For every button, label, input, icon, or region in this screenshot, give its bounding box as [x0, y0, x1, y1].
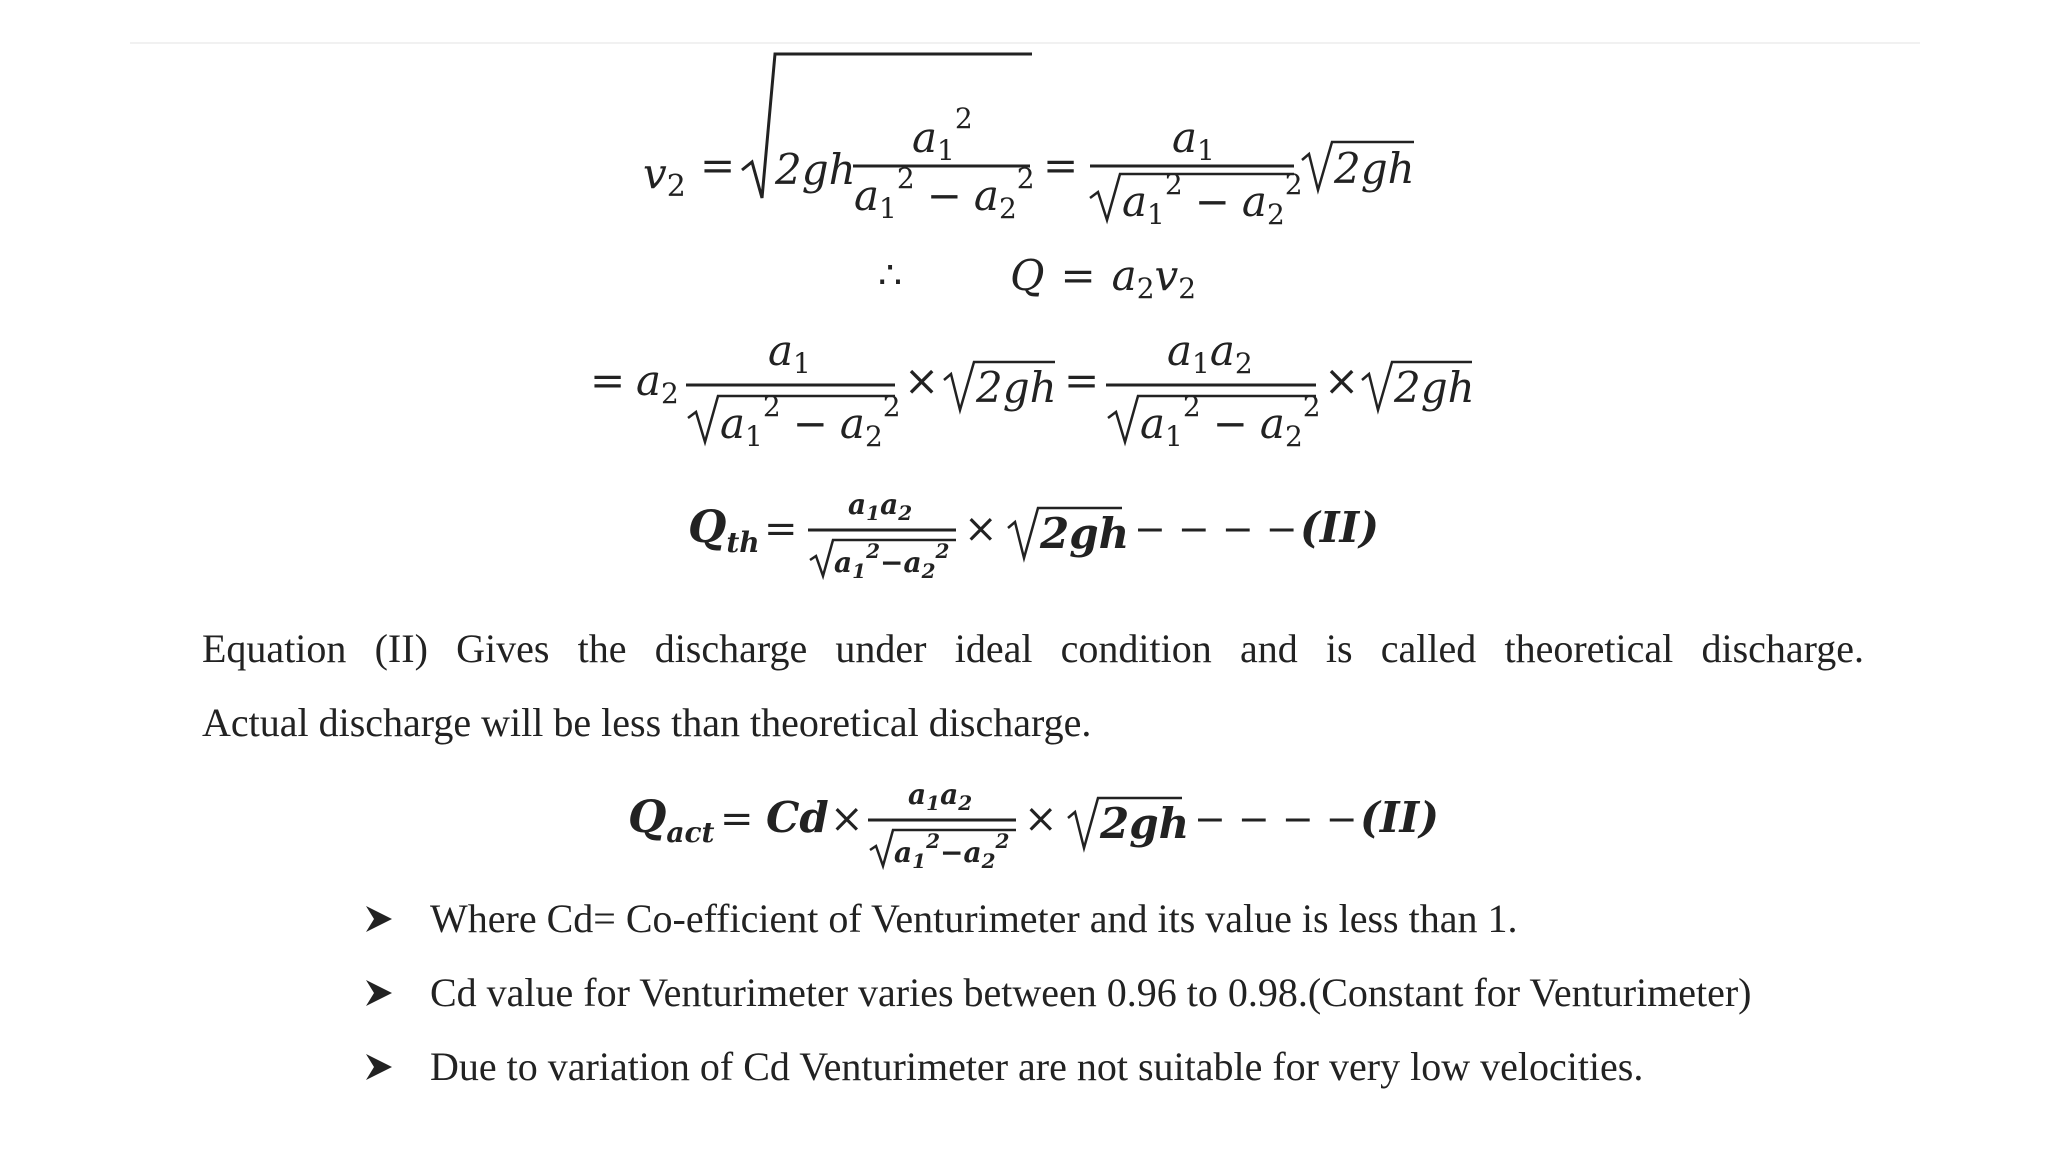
- expansion-a2: a2: [636, 356, 679, 410]
- bullet-text: Due to variation of Cd Venturimeter are not suitable for very low velocities.: [430, 1044, 1644, 1089]
- therefore-symbol: ∴: [878, 253, 903, 297]
- v2-num2: a1: [1172, 113, 1215, 167]
- v2-equals-2: =: [1043, 141, 1079, 190]
- arrowhead-bullet-icon: [364, 978, 394, 1008]
- expansion-times-2: ×: [1324, 356, 1360, 405]
- qact-num: $a_1a_2$: [908, 778, 973, 815]
- arrowhead-bullet-icon: [364, 1052, 394, 1082]
- list-item: [364, 882, 1924, 956]
- qact-equals: =: [720, 796, 754, 842]
- qth-sqrt: 2gh: [1040, 509, 1130, 558]
- qth-den: $a_1^2-a_2^2$: [834, 539, 950, 583]
- expansion-num1: a1: [768, 326, 811, 380]
- expansion-sqrt1: 2gh: [976, 363, 1057, 412]
- qact-den: $a_1^2-a_2^2$: [894, 829, 1010, 873]
- qact-cd: Cd: [766, 793, 829, 842]
- equation-v2: [0, 40, 2048, 231]
- qact-label: (II): [1360, 793, 1440, 842]
- arrowhead-bullet-icon: [364, 904, 394, 934]
- bullet-list: [364, 882, 1924, 1104]
- qact-sqrt: 2gh: [1100, 799, 1190, 848]
- expansion-den1: $a1^2 - a2^2$: [720, 390, 901, 453]
- qact-times-2: ×: [1024, 796, 1058, 842]
- qth-num: $a_1a_2$: [848, 488, 913, 525]
- v2-den2: $a1^2 - a2^2$: [1122, 168, 1303, 231]
- qth-times: ×: [964, 506, 998, 552]
- qth-lhs: $Q_{th}$: [688, 502, 760, 559]
- equation-qth: [0, 484, 2048, 594]
- expansion-sqrt2: 2gh: [1394, 363, 1475, 412]
- v2-2gh: 2gh: [775, 145, 856, 194]
- bullet-text: Where Cd= Co-efficient of Venturimeter and its value is less than 1.: [430, 896, 1518, 941]
- expansion-equals-2: =: [1064, 356, 1100, 405]
- qth-label: (II): [1300, 503, 1380, 552]
- v2-equals-1: =: [700, 141, 736, 190]
- v2-num: $a1^2$: [912, 102, 973, 167]
- list-item: [364, 956, 1924, 1030]
- qact-times-1: ×: [830, 796, 864, 842]
- therefore-expression: Q = a2v2: [1010, 251, 1197, 305]
- bullet-text: Cd value for Venturimeter varies between 0.96 to 0.98.(Constant for Venturimeter): [430, 970, 1752, 1015]
- qth-equals: =: [764, 506, 798, 552]
- expansion-num2: a1a2: [1167, 326, 1253, 380]
- equation-qact: [0, 774, 2048, 884]
- paragraph-line-1: Equation (II) Gives the discharge under ideal condition and is called theoretical discharge.: [202, 626, 1864, 671]
- paragraph-line-2: Actual discharge will be less than theoretical discharge.: [202, 700, 1092, 745]
- expansion-times-1: ×: [904, 356, 940, 405]
- qth-dashes: − − − −: [1134, 507, 1298, 551]
- qact-lhs: $Q_{act}$: [628, 792, 715, 849]
- expansion-den2: $a1^2 - a2^2$: [1140, 390, 1321, 453]
- v2-sqrt-2gh: 2gh: [1334, 144, 1415, 193]
- v2-den: $a1^2 - a2^2$: [854, 162, 1035, 225]
- v2-lhs: v2: [643, 149, 686, 204]
- paragraph: [202, 612, 1864, 760]
- equation-therefore: [0, 240, 2048, 310]
- qact-dashes: − − − −: [1194, 797, 1358, 841]
- expansion-equals-1: =: [590, 356, 626, 405]
- equation-expansion: [0, 326, 2048, 460]
- list-item: [364, 1030, 1924, 1104]
